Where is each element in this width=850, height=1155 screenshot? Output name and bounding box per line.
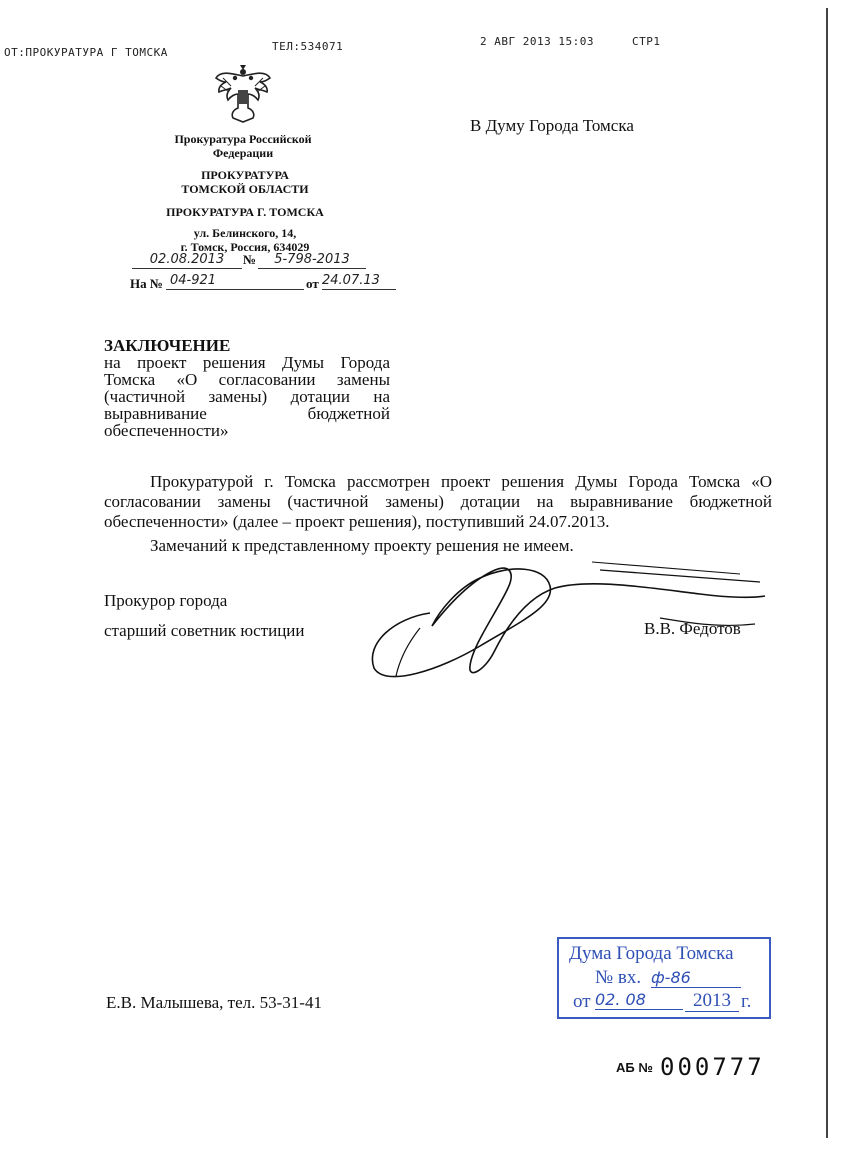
sender-line-5: ПРОКУРАТУРА Г. ТОМСКА	[166, 205, 324, 219]
stamp-year-suffix: г.	[741, 991, 752, 1012]
signer-name: В.В. Федотов	[644, 619, 741, 638]
conclusion-line-2: Томска «О согласовании замены	[104, 370, 390, 389]
body-paragraph-1: Прокуратурой г. Томска рассмотрен проект решения Думы Города Томска «О согласовании замены (частичной замены) дотации на выравнивание бюджетной обеспеченности» (далее – проект решения), поступивший 24.07.2013.	[104, 472, 772, 531]
stamp-date-label: от	[573, 991, 591, 1012]
form-serial-number: 000777	[660, 1053, 765, 1081]
scan-edge	[826, 8, 828, 1138]
conclusion-line-3: (частичной замены) дотации на	[104, 387, 390, 406]
reference-number: 04-921	[166, 273, 304, 290]
conclusion-title: ЗАКЛЮЧЕНИЕ	[104, 336, 231, 355]
form-serial-label: АБ №	[616, 1060, 653, 1075]
stamp-year: 2013	[685, 991, 739, 1012]
fax-tel: ТЕЛ:534071	[272, 40, 344, 53]
sender-line-2: Федерации	[212, 146, 274, 160]
signer-position-2: старший советник юстиции	[104, 621, 305, 640]
stamp-number-value: ф-86	[651, 969, 741, 988]
reference-date-label: от	[306, 276, 319, 291]
recipient: В Думу Города Томска	[470, 116, 634, 135]
incoming-registration-stamp	[557, 937, 771, 1019]
sender-address-1: ул. Белинского, 14,	[193, 226, 297, 240]
outgoing-date: 02.08.2013	[132, 252, 242, 269]
sender-address-2: г. Томск, Россия, 634029	[180, 240, 310, 254]
russian-coat-of-arms-icon	[213, 64, 273, 126]
executor-contact: Е.В. Малышева, тел. 53-31-41	[106, 993, 322, 1012]
fax-from: ОТ:ПРОКУРАТУРА Г ТОМСКА	[4, 46, 168, 59]
stamp-org: Дума Города Томска	[569, 943, 734, 964]
sender-line-3: ПРОКУРАТУРА	[201, 168, 289, 182]
sender-line-4: ТОМСКОЙ ОБЛАСТИ	[181, 182, 309, 196]
sender-line-1: Прокуратура Российской	[174, 132, 312, 146]
signature-scribble	[360, 548, 770, 688]
outgoing-number-label: №	[243, 252, 257, 267]
conclusion-line-4: выравнивание бюджетной	[104, 404, 390, 423]
signer-position-1: Прокурор города	[104, 591, 228, 610]
fax-page: СТР1	[632, 35, 661, 48]
outgoing-number: 5-798-2013	[258, 252, 366, 269]
reference-date: 24.07.13	[322, 273, 396, 290]
body-paragraph-2: Замечаний к представленному проекту решения не имеем.	[150, 536, 574, 555]
stamp-date-value: 02. 08	[595, 991, 683, 1010]
fax-datetime: 2 АВГ 2013 15:03	[480, 35, 594, 48]
stamp-number-label: № вх.	[595, 967, 642, 988]
conclusion-line-5: обеспеченности»	[104, 421, 229, 440]
conclusion-line-1: на проект решения Думы Города	[104, 353, 390, 372]
reference-number-label: На №	[130, 276, 163, 291]
